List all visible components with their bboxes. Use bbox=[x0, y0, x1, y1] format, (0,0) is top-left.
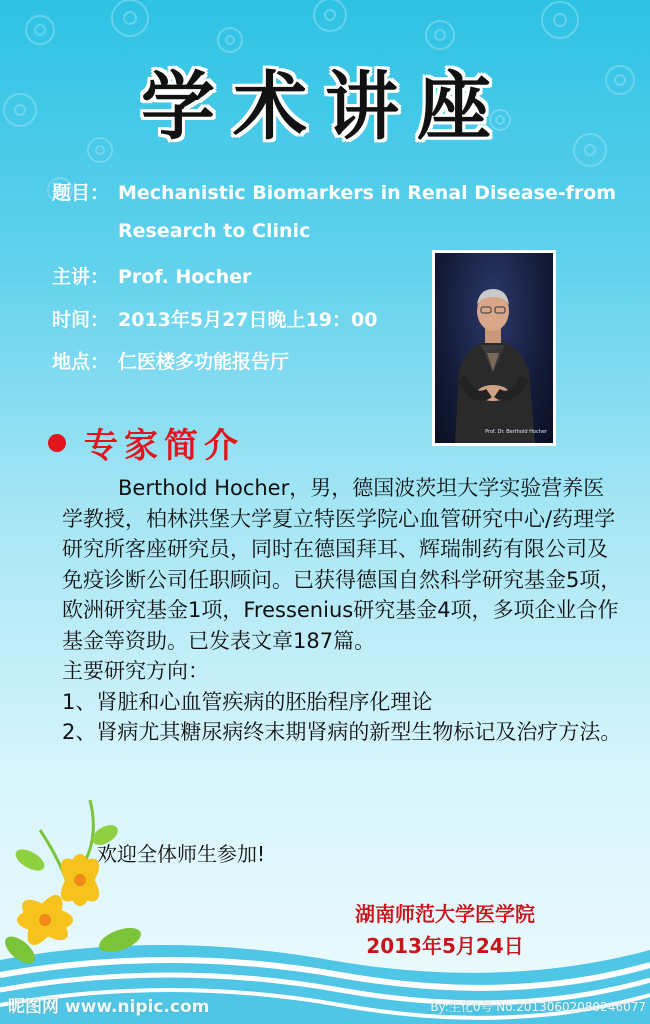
info-location bbox=[52, 347, 289, 374]
info-speaker-value: Prof. Hocher bbox=[118, 266, 252, 288]
info-speaker bbox=[52, 262, 251, 289]
info-topic bbox=[52, 178, 616, 205]
watermark-left: 昵图网 www.nipic.com bbox=[8, 997, 210, 1017]
info-time bbox=[52, 305, 377, 332]
bullet-dot-icon bbox=[48, 434, 66, 452]
info-time-label: 时间： bbox=[52, 309, 110, 331]
poster-title: 学术讲座 bbox=[141, 64, 509, 150]
info-location-value: 仁医楼多功能报告厅 bbox=[118, 351, 290, 373]
bio-research-heading: 主要研究方向： bbox=[62, 659, 209, 683]
photo-caption: Prof. Dr. Berthold Hocher bbox=[485, 429, 547, 435]
info-topic-label: 题目： bbox=[52, 182, 110, 204]
info-time-value: 2013年5月27日晚上19：00 bbox=[118, 309, 378, 331]
info-topic-value: Mechanistic Biomarkers in Renal Disease-from bbox=[118, 182, 617, 204]
welcome-text: 欢迎全体师生参加! bbox=[97, 842, 266, 866]
speaker-portrait-icon bbox=[435, 253, 553, 443]
lily-flower-icon bbox=[0, 800, 170, 990]
expert-bio bbox=[62, 473, 622, 748]
info-location-label: 地点： bbox=[52, 351, 110, 373]
speaker-photo-frame bbox=[432, 250, 556, 446]
speaker-photo bbox=[435, 253, 553, 443]
info-topic-continued bbox=[52, 220, 310, 242]
bio-research-item-2: 2、肾病尤其糖尿病终末期肾病的新型生物标记及治疗方法。 bbox=[62, 720, 622, 744]
info-topic-continued-value: Research to Clinic bbox=[118, 220, 311, 242]
bio-research-item-1: 1、肾脏和心血管疾病的胚胎程序化理论 bbox=[62, 689, 433, 714]
bio-intro: Berthold Hocher，男，德国波茨坦大学实验营养医学教授，柏林洪堡大学夏立特医学院心血管研究中心/药理学研究所客座研究员，同时在德国拜耳、辉瑞制药有限公司及免疫诊断公司任职顾问。已获得德国自然科学研究基金5项，欧洲研究基金1项，Fressenius研究基金4项，多项企业合作基金等资助。已发表文章187篇。 bbox=[62, 476, 622, 653]
watermark-right: By:生化0号 No.20130602080246077 bbox=[430, 1000, 646, 1014]
section-expert-intro bbox=[48, 418, 244, 467]
issue-date: 2013年5月24日 bbox=[366, 934, 524, 958]
organizer: 湖南师范大学医学院 bbox=[355, 902, 535, 926]
info-speaker-label: 主讲： bbox=[52, 266, 110, 288]
section-title: 专家简介 bbox=[84, 426, 244, 466]
